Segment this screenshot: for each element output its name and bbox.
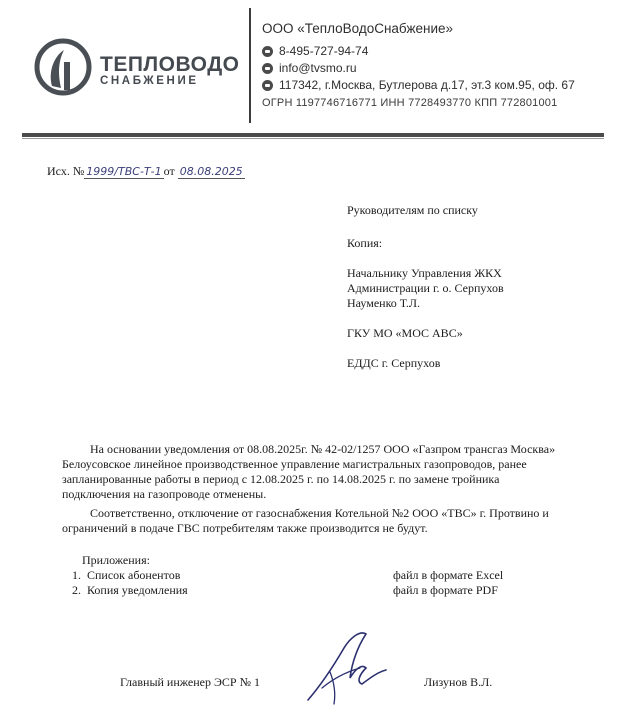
signer-position: Главный инженер ЭСР № 1 xyxy=(120,675,261,689)
recipient-line-3: Науменко Т.Л. xyxy=(347,296,421,310)
outgoing-from-label: от xyxy=(163,164,175,178)
brand-name xyxy=(100,54,240,87)
brand-line-1: ТЕПЛОВОДО xyxy=(100,53,240,76)
attachment-format: файл в формате PDF xyxy=(393,583,498,597)
recipient-line-2: Администрации г. о. Серпухов xyxy=(347,281,504,295)
phone-number: 8-495-727-94-74 xyxy=(279,44,369,58)
body-p2-line-1: Соответственно, отключение от газоснабжения Котельной №2 ООО «ТВС» г. Протвино и xyxy=(90,506,549,520)
phone-icon xyxy=(262,46,273,57)
outgoing-number: 1999/ТВС-Т-1 xyxy=(86,165,162,178)
outgoing-label: Исх. № xyxy=(47,164,85,178)
brand-line-2: СНАБЖЕНИЕ xyxy=(100,75,199,87)
recipient-line-1: Начальнику Управления ЖКХ xyxy=(347,266,502,280)
recipient-org-2: ГКУ МО «МОС АВС» xyxy=(347,326,463,340)
body-p1-line-3: запланированные работы в период с 12.08.2025 г. по 14.08.2025 г. по замене тройника xyxy=(62,472,500,486)
address-row xyxy=(262,78,575,92)
body-p1-line-4: подключения на газопроводе отменены. xyxy=(62,487,267,501)
registration-numbers: ОГРН 1197746716771 ИНН 7728493770 КПП 772801001 xyxy=(262,97,558,109)
email-address: info@tvsmo.ru xyxy=(279,61,357,75)
attachment-item xyxy=(72,568,180,583)
attachment-number: 2. xyxy=(72,583,81,597)
postal-address: 117342, г.Москва, Бутлерова д.17, эт.3 ком.95, оф. 67 xyxy=(279,78,575,92)
letterhead-rule xyxy=(22,133,604,137)
recipient-org-3: ЕДДС г. Серпухов xyxy=(347,356,441,370)
body-p1-line-1: На основании уведомления от 08.08.2025г. № 42-02/1257 ООО «Газпром трансгаз Москва» xyxy=(90,442,556,456)
letterhead-rule-thin xyxy=(22,138,604,139)
email-icon xyxy=(262,63,273,74)
body-p2-line-2: ограничений в подаче ГВС потребителям также производится не будут. xyxy=(62,521,428,535)
copy-label: Копия: xyxy=(347,236,383,250)
company-logo-icon xyxy=(34,38,92,96)
body-p1-line-2: Белоусовское линейное производственное управление магистральных газопроводов, ранее xyxy=(62,457,527,471)
attachment-number: 1. xyxy=(72,568,81,582)
letterhead-divider xyxy=(249,8,251,123)
location-pin-icon xyxy=(262,80,273,91)
outgoing-reference xyxy=(47,164,245,179)
recipient-main: Руководителям по списку xyxy=(347,203,478,217)
outgoing-date: 08.08.2025 xyxy=(179,165,243,178)
attachments-title: Приложения: xyxy=(82,553,150,567)
phone-row xyxy=(262,44,368,58)
attachment-name: Копия уведомления xyxy=(87,583,188,597)
attachment-name: Список абонентов xyxy=(87,568,181,582)
attachment-item xyxy=(72,583,188,598)
handwritten-signature xyxy=(300,628,390,708)
attachment-format: файл в формате Excel xyxy=(393,568,504,582)
signer-name: Лизунов В.Л. xyxy=(424,675,493,689)
company-name: ООО «ТеплоВодоСнабжение» xyxy=(262,21,454,36)
email-row xyxy=(262,61,357,75)
